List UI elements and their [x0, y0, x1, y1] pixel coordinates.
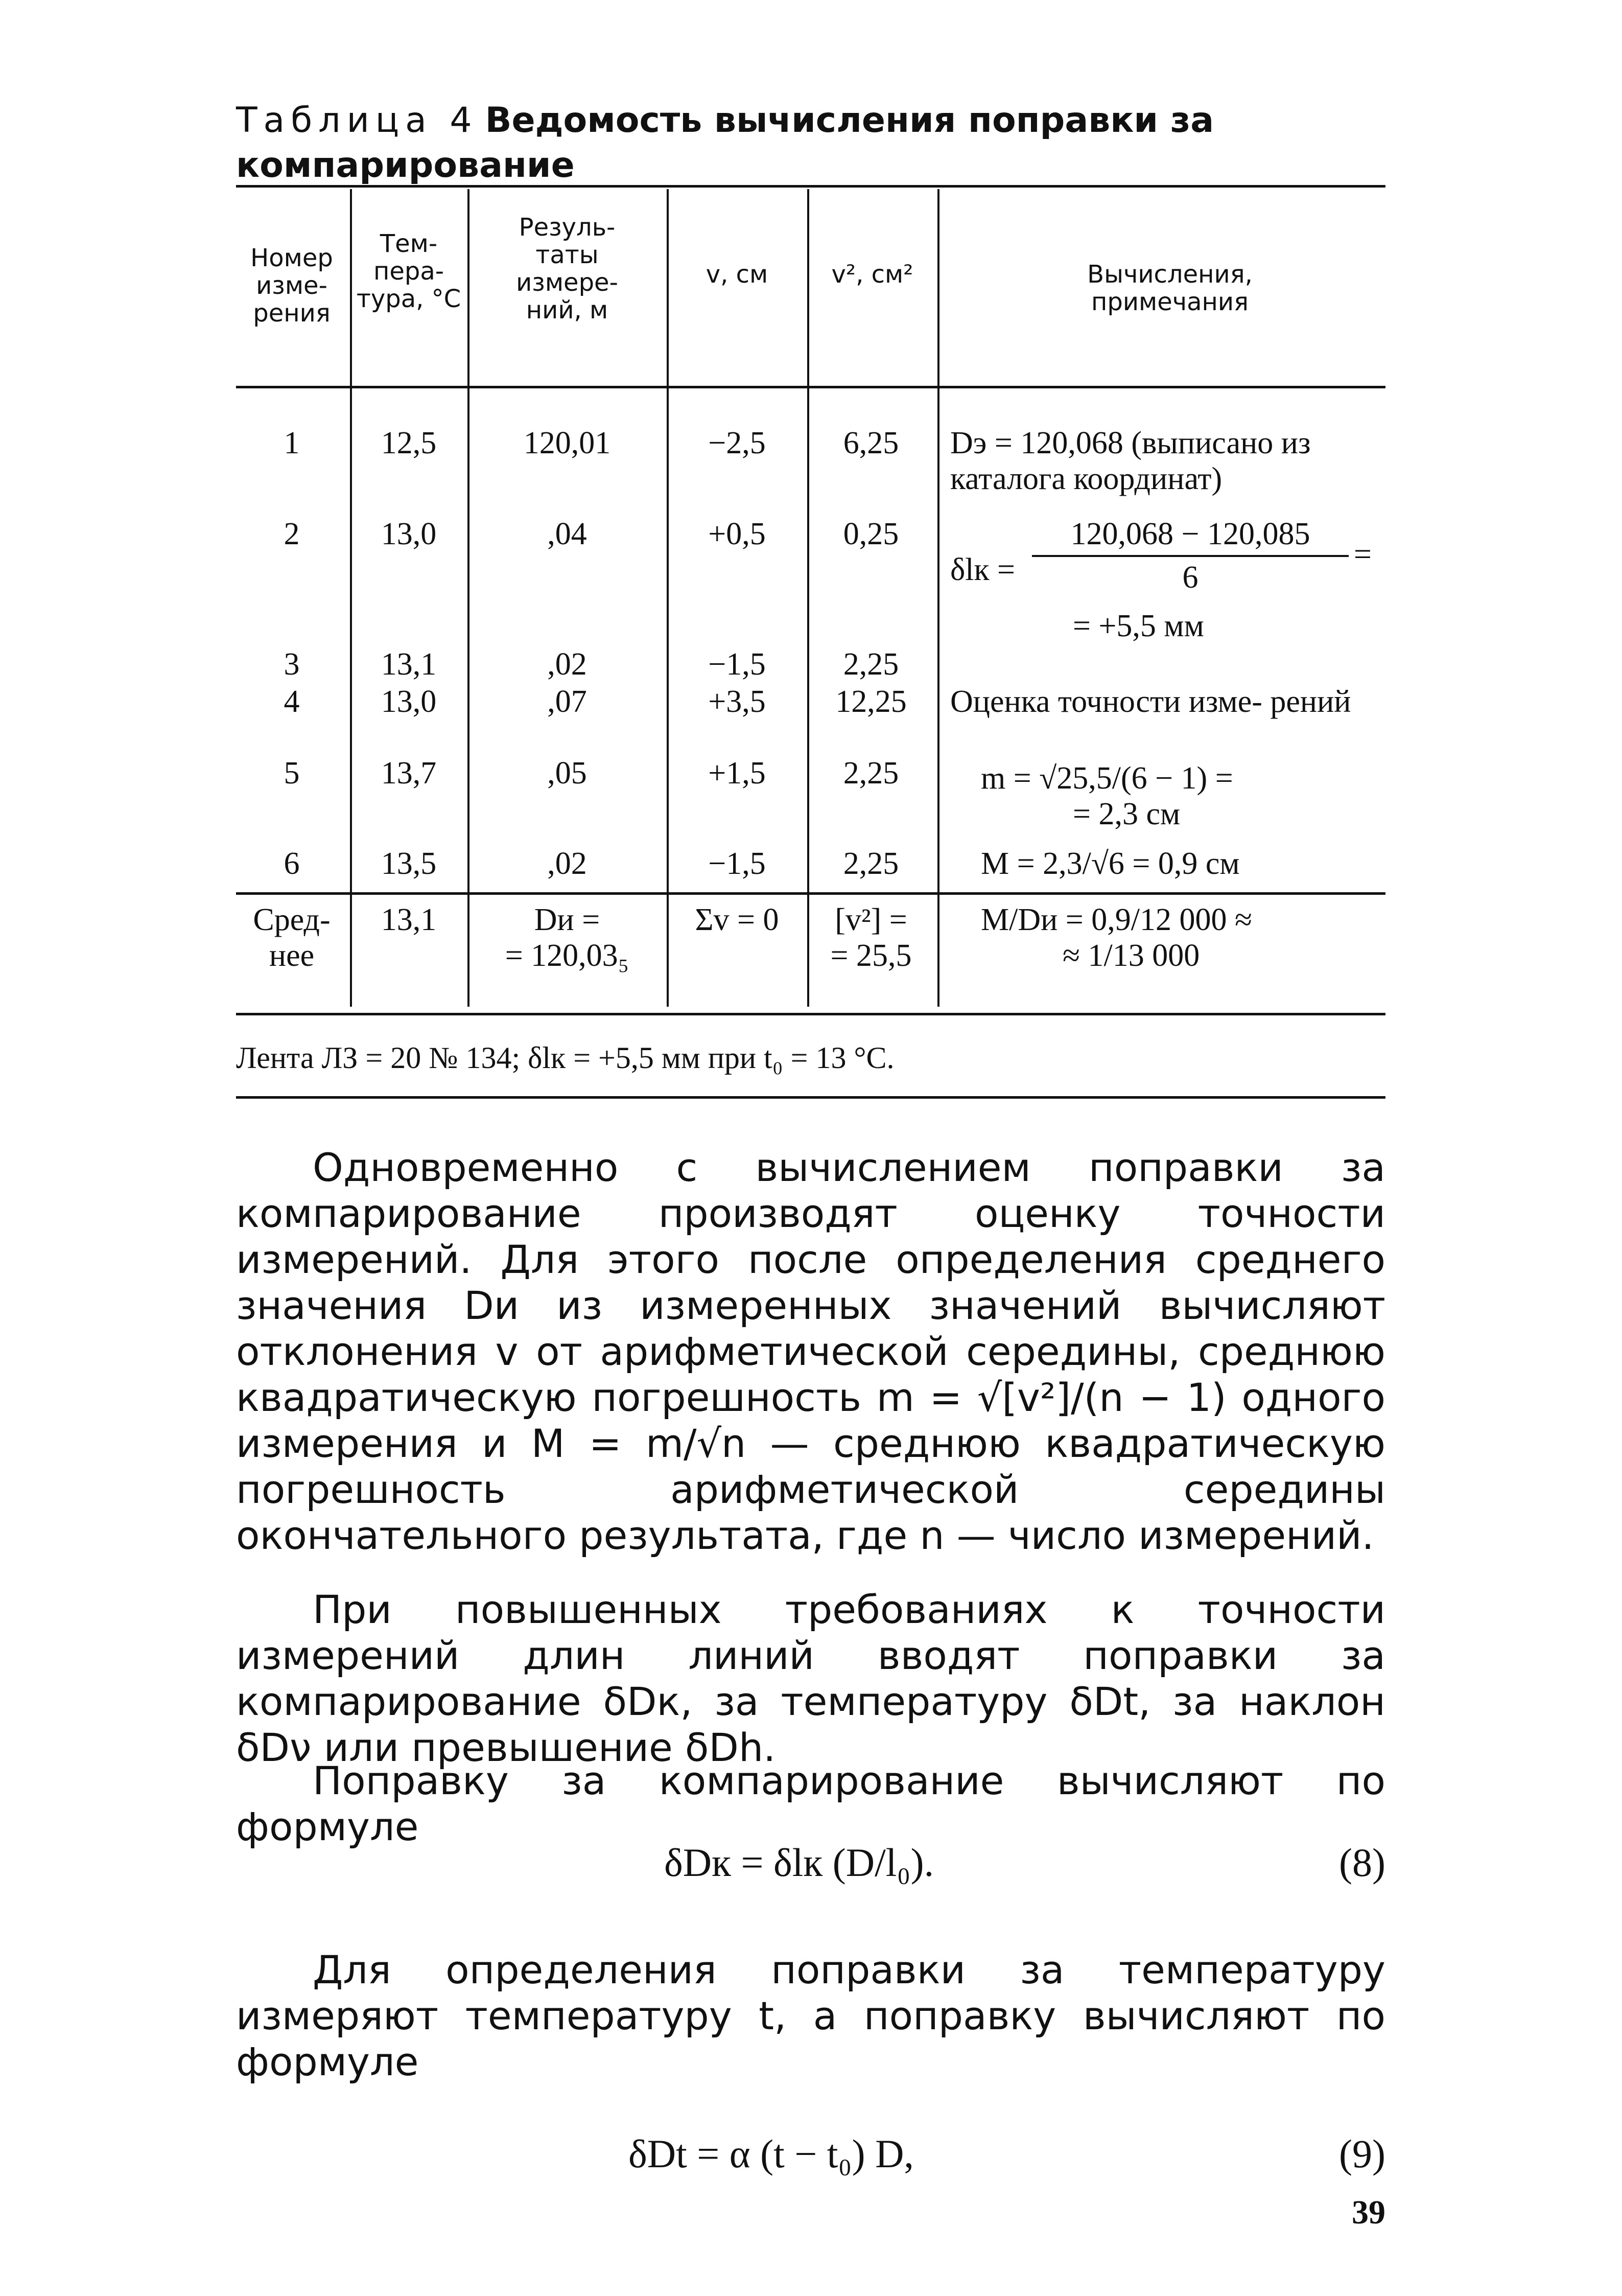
table-cell: 12,25: [835, 684, 907, 719]
header-v: v, см: [706, 260, 768, 289]
note-de: Dэ = 120,068 (выписано из каталога координат): [950, 426, 1311, 496]
header-notes: Вычисления, примечания: [1087, 260, 1253, 316]
header-num: Номер изме- рения: [250, 244, 333, 328]
table-cell: 13,1: [381, 647, 437, 682]
note-dl-lhs: δlк =: [950, 552, 1016, 587]
table-cell: 1: [284, 426, 300, 460]
formula-9: δDt = α (t − t₀) D,: [628, 2131, 914, 2176]
table-cell: 3: [284, 647, 300, 682]
table-cell: 2: [284, 517, 300, 551]
header-result: Резуль- таты измере- ний, м: [516, 213, 618, 324]
table-cell: 12,5: [381, 426, 437, 460]
table-cell: 120,01: [523, 426, 611, 460]
table-top-rule: [236, 185, 1385, 188]
mean-v: Σv = 0: [695, 902, 779, 937]
header-v2: v², см²: [831, 260, 913, 289]
note-accuracy: Оценка точности изме- рений: [950, 684, 1351, 719]
note-dl-equals: =: [1354, 537, 1372, 572]
table-cell: ,04: [547, 517, 587, 551]
page-number: 39: [1352, 2194, 1385, 2231]
table-cell: ,02: [547, 647, 587, 682]
table-cell: +0,5: [708, 517, 766, 551]
note-ratio-result: ≈ 1/13 000: [1063, 938, 1200, 973]
table-cell: −1,5: [708, 846, 766, 881]
table-caption: [236, 98, 1385, 188]
note-dl-result: = +5,5 мм: [1073, 609, 1204, 643]
note-M: M = 2,3/√6 = 0,9 см: [981, 846, 1240, 881]
table-bottom-rule: [236, 1013, 1385, 1015]
table-cell: ,02: [547, 846, 587, 881]
table-cell: 4: [284, 684, 300, 719]
table-cell: 13,0: [381, 517, 437, 551]
table-cell: 13,5: [381, 846, 437, 881]
paragraph-4: Для определения поправки за температуру измеряют температуру t, а поправку вычисляют по формуле: [236, 1947, 1385, 2084]
mean-v2-2: = 25,5: [830, 938, 912, 973]
table-title: Ведомость вычисления поправки за компарирование: [236, 100, 1214, 185]
table-cell: 6,25: [843, 426, 899, 460]
table-cell: +3,5: [708, 684, 766, 719]
col-divider-2: [467, 189, 469, 1007]
col-divider-5: [937, 189, 939, 1007]
table-cell: 13,7: [381, 756, 437, 791]
table-cell: 6: [284, 846, 300, 881]
table-cell: 2,25: [843, 647, 899, 682]
table-footnote: Лента ЛЗ = 20 № 134; δlк = +5,5 мм при t₀ = 13 °С.: [236, 1041, 895, 1075]
table-footnote-rule: [236, 1096, 1385, 1099]
note-m: m = √25,5/(6 − 1) =: [981, 761, 1233, 796]
formula-8: δDк = δlк (D/l₀).: [664, 1840, 934, 1885]
col-divider-1: [350, 189, 352, 1007]
paragraph-3: Поправку за компарирование вычисляют по формуле: [236, 1758, 1385, 1849]
mean-v2-1: [v²] =: [835, 902, 907, 937]
header-temp: Тем- пера- тура, °С: [356, 229, 461, 313]
paragraph-2: При повышенных требованиях к точности измерений длин линий вводят поправки за компарирование δDк, за температуру δDt, за наклон δDν или превышение δDh.: [236, 1587, 1385, 1770]
mean-label: Сред- нее: [253, 902, 331, 973]
table-label: Таблица 4: [236, 100, 478, 141]
col-divider-4: [807, 189, 809, 1007]
equation-number-8: (8): [1339, 1840, 1385, 1885]
table-cell: +1,5: [708, 756, 766, 791]
table-cell: ,05: [547, 756, 587, 791]
table-cell: 2,25: [843, 756, 899, 791]
note-ratio: M/Dи = 0,9/12 000 ≈: [981, 902, 1253, 937]
mean-result-2: = 120,03₅: [505, 938, 629, 973]
note-m-result: = 2,3 см: [1073, 797, 1181, 831]
table-cell: −2,5: [708, 426, 766, 460]
table-cell: −1,5: [708, 647, 766, 682]
table-cell: 0,25: [843, 517, 899, 551]
mean-result-1: Dи =: [534, 902, 600, 937]
table-cell: 5: [284, 756, 300, 791]
note-dl-denominator: 6: [1182, 560, 1198, 595]
note-dl-numerator: 120,068 − 120,085: [1032, 516, 1349, 557]
table-cell: 13,0: [381, 684, 437, 719]
col-divider-3: [667, 189, 669, 1007]
mean-temp: 13,1: [381, 902, 437, 937]
table-mean-rule: [236, 892, 1385, 895]
equation-number-9: (9): [1339, 2131, 1385, 2176]
paragraph-1: Одновременно с вычислением поправки за компарирование производят оценку точности измерений. Для этого после определения среднего значения Dи из измеренных значений вычисляют отклонения v от арифметической середины, среднюю квадратическую погрешность m = √[v²]/(n − 1) одного измерения и M = m/√n — среднюю квадратическую погрешность арифметической середины окончательного результата, где n — число измерений.: [236, 1145, 1385, 1558]
table-header-rule: [236, 386, 1385, 388]
table-cell: ,07: [547, 684, 587, 719]
table-cell: 2,25: [843, 846, 899, 881]
